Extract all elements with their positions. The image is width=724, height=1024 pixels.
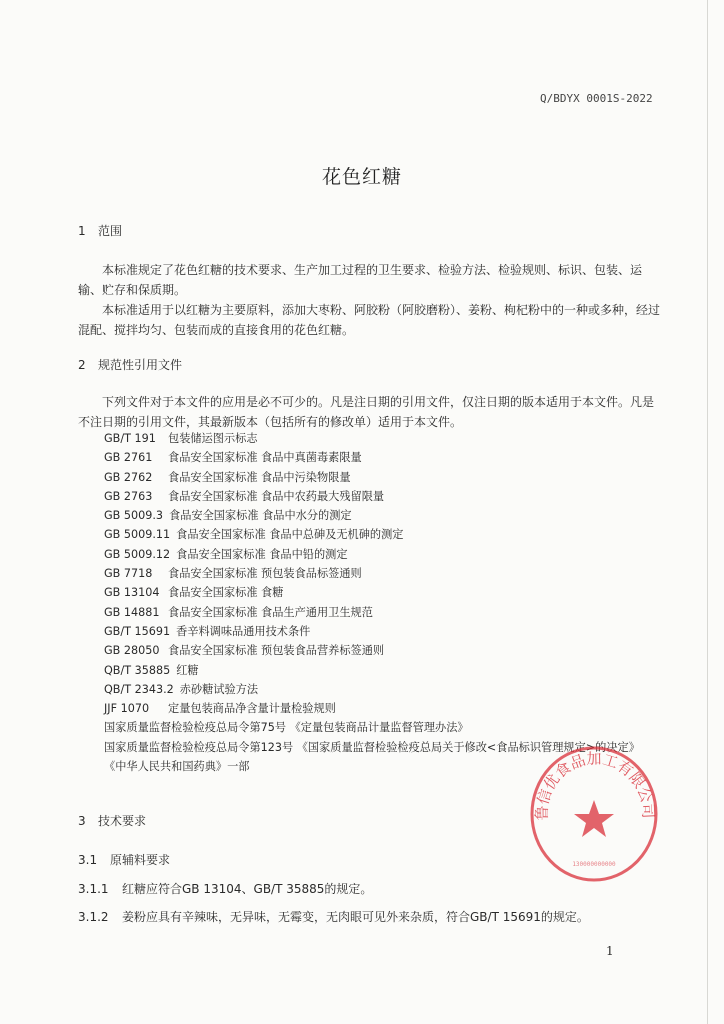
- reference-item: 《中华人民共和国药典》一部: [104, 760, 250, 774]
- reference-item: GB 7718 食品安全国家标准 预包装食品标签通则: [104, 567, 362, 581]
- reference-item: GB 13104 食品安全国家标准 食糖: [104, 586, 284, 600]
- section-1-body: [78, 260, 660, 340]
- section-number: 3: [78, 814, 86, 828]
- paragraph: 下列文件对于本文件的应用是必不可少的。凡是注日期的引用文件，仅注日期的版本适用于本文件。凡是不注日期的引用文件，其最新版本（包括所有的修改单）适用于本文件。: [78, 395, 655, 429]
- section-number: 2: [78, 358, 86, 372]
- reference-item: GB 14881 食品安全国家标准 食品生产通用卫生规范: [104, 605, 373, 619]
- document-code: Q/BDYX 0001S-2022: [540, 92, 653, 105]
- section-title: 规范性引用文件: [98, 358, 183, 372]
- reference-item: GB 5009.12 食品安全国家标准 食品中铅的测定: [104, 547, 348, 561]
- section-1-heading: [78, 222, 122, 239]
- section-3-heading: [78, 812, 146, 829]
- page-number: 1: [606, 944, 614, 958]
- section-2-heading: [78, 356, 182, 373]
- reference-item: GB/T 191 包装储运图示标志: [104, 432, 258, 445]
- reference-item: JJF 1070 定量包装商品净含量计量检验规则: [104, 702, 336, 716]
- svg-text:130000000000: 130000000000: [572, 861, 616, 868]
- page-edge-line: [707, 0, 708, 1024]
- reference-item: GB 5009.3 食品安全国家标准 食品中水分的测定: [104, 509, 352, 523]
- seal-star-icon: [574, 800, 614, 837]
- reference-item: GB 5009.11 食品安全国家标准 食品中总砷及无机砷的测定: [104, 528, 404, 542]
- reference-item: GB 28050 食品安全国家标准 预包装食品营养标签通则: [104, 644, 385, 658]
- reference-item: 国家质量监督检验检疫总局令第75号 《定量包装商品计量监督管理办法》: [104, 721, 469, 735]
- company-seal-stamp: [526, 738, 662, 884]
- section-title: 范围: [98, 224, 123, 238]
- reference-item: GB/T 15691 香辛料调味品通用技术条件: [104, 624, 311, 638]
- subsection-3-1: 3.1 原辅料要求: [78, 853, 171, 867]
- reference-item: GB 2761 食品安全国家标准 食品中真菌毒素限量: [104, 451, 362, 465]
- section-2-intro: [78, 392, 660, 432]
- document-title: 花色红糖: [321, 166, 402, 188]
- reference-list: [78, 429, 668, 776]
- section-number: 1: [78, 224, 86, 238]
- subsection-3-1-2: 3.1.2 姜粉应具有辛辣味，无异味，无霉变，无肉眼可见外来杂质，符合GB/T 15691的规定。: [78, 910, 589, 924]
- reference-item: GB 2763 食品安全国家标准 食品中农药最大残留限量: [104, 489, 385, 503]
- seal-text: 鲁信优食品加工有限公司: [532, 749, 658, 821]
- reference-item: GB 2762 食品安全国家标准 食品中污染物限量: [104, 470, 351, 484]
- paragraph: 本标准适用于以红糖为主要原料，添加大枣粉、阿胶粉（阿胶磨粉）、姜粉、枸杞粉中的一种或多种，经过混配、搅拌均匀、包装而成的直接食用的花色红糖。: [78, 303, 661, 337]
- subsection-3-1-1: 3.1.1 红糖应符合GB 13104、GB/T 35885的规定。: [78, 882, 373, 896]
- section-title: 技术要求: [98, 814, 147, 828]
- reference-item: QB/T 35885 红糖: [104, 663, 199, 677]
- paragraph: 本标准规定了花色红糖的技术要求、生产加工过程的卫生要求、检验方法、检验规则、标识、包装、运输、贮存和保质期。: [78, 263, 643, 297]
- reference-item: QB/T 2343.2 赤砂糖试验方法: [104, 682, 259, 696]
- reference-item: 国家质量监督检验检疫总局令第123号 《国家质量监督检验检疫总局关于修改<食品标识管理规定>的决定》: [104, 740, 640, 754]
